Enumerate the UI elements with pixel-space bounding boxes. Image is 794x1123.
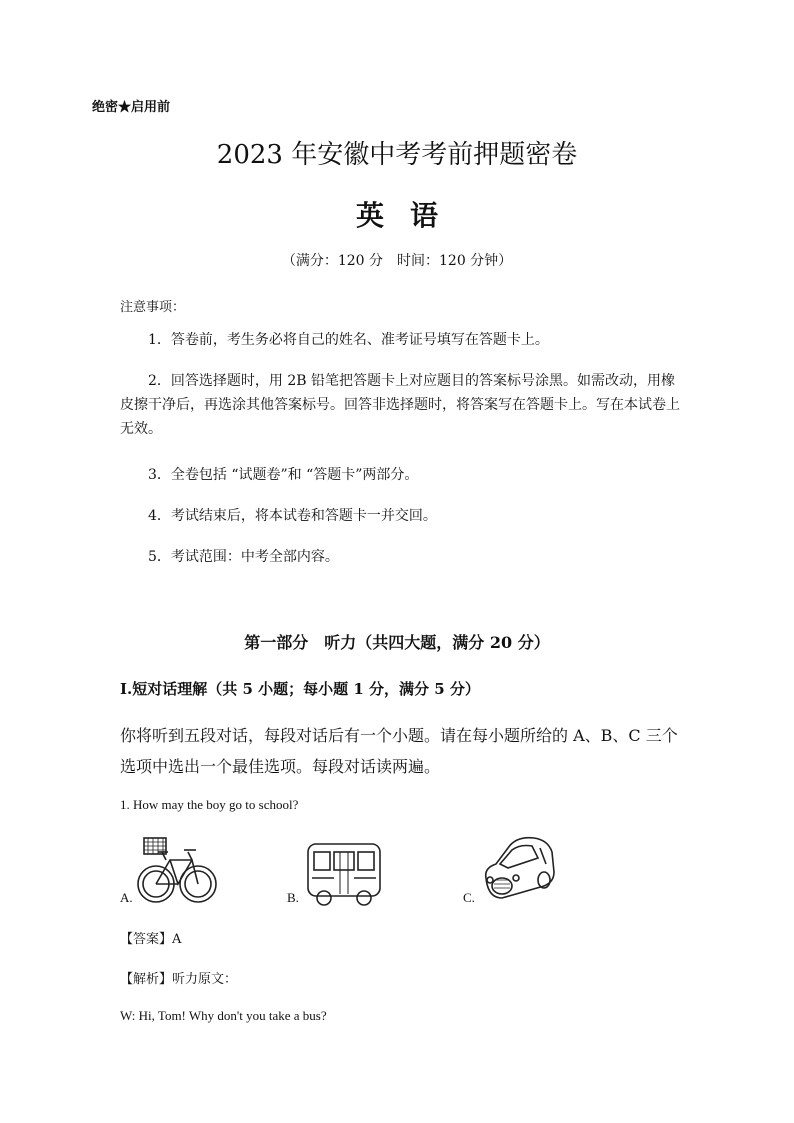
note-item-1: 1．答卷前，考生务必将自己的姓名、准考证号填写在答题卡上。 [148, 332, 549, 348]
top-secret-label: 绝密★启用前 [92, 100, 171, 115]
note-item-2: 2．回答选择题时，用 2B 铅笔把答题卡上对应题目的答案标号涂黑。如需改动，用橡皮擦干净后，再选涂其他答案标号。回答非选择题时，将答案写在答题卡上。写在本试卷上无效。 [120, 373, 680, 437]
car-icon [478, 828, 558, 908]
exam-title: 2023 年安徽中考考前押题密卷 [216, 140, 578, 170]
option-c-label: C. [463, 890, 475, 905]
notes-title: 注意事项： [120, 300, 186, 315]
note-item-4: 4．考试结束后，将本试卷和答题卡一并交回。 [148, 508, 437, 524]
score-time: （满分：120 分 时间：120 分钟） [281, 253, 513, 269]
dialogue-line: W: Hi, Tom! Why don't you take a bus? [120, 1008, 327, 1023]
option-a-label: A. [120, 890, 133, 905]
analysis-line: 【解析】听力原文： [120, 972, 238, 987]
note-item-5: 5．考试范围：中考全部内容。 [148, 549, 339, 565]
bicycle-icon [136, 830, 218, 908]
answer-line: 【答案】A [120, 932, 182, 947]
question-1: 1. How may the boy go to school? [120, 797, 299, 812]
section1-instruction: 你将听到五段对话，每段对话后有一个小题。请在每小题所给的 A、B、C 三个选项中选出一个最佳选项。每段对话读两遍。 [120, 726, 678, 776]
section1-title: Ⅰ.短对话理解（共 5 小题；每小题 1 分，满分 5 分） [120, 680, 480, 698]
part1-title: 第一部分 听力（共四大题，满分 20 分） [244, 633, 550, 652]
bus-icon [304, 840, 384, 908]
note-item-3: 3．全卷包括 “试题卷”和 “答题卡”两部分。 [148, 467, 419, 483]
option-b-label: B. [287, 890, 299, 905]
subject-title: 英语 [355, 199, 464, 232]
